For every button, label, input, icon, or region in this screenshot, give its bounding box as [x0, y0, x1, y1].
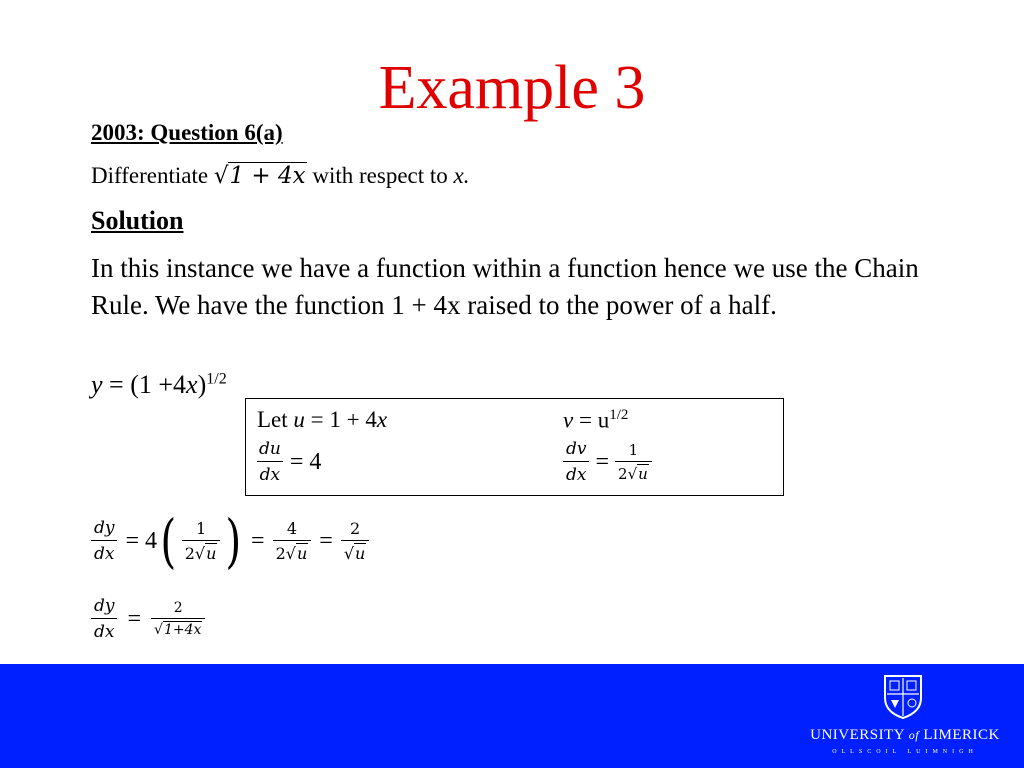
university-name-1: UNIVERSITY	[810, 727, 905, 743]
dydx-line-2	[89, 596, 207, 642]
y-x: x	[186, 370, 198, 399]
dv-dx-fraction	[563, 439, 590, 485]
final-fraction	[151, 600, 205, 638]
du-dx-fraction	[256, 439, 284, 485]
question-var: x.	[453, 163, 470, 188]
du-result: = 4	[289, 448, 322, 475]
v-exponent: 1/2	[609, 407, 629, 423]
right-paren: )	[225, 507, 242, 575]
u-def: = 1 + 4	[304, 407, 377, 432]
left-paren: (	[160, 507, 177, 575]
fraction-3	[341, 519, 370, 563]
final-num: 2	[173, 600, 183, 616]
university-irish-name: OLLSCOIL LUIMNIGH	[832, 749, 978, 755]
university-name-2: LIMERICK	[923, 727, 1000, 743]
f2-num: 4	[286, 519, 298, 538]
dx-denominator-1: dx	[91, 540, 117, 564]
slide-title: Example 3	[378, 54, 646, 122]
let-u	[257, 407, 387, 433]
university-name	[790, 727, 1020, 744]
dv-result-fraction	[615, 441, 652, 483]
y-close: )	[197, 370, 207, 399]
inner-fraction	[182, 519, 221, 563]
eq2: =	[251, 527, 265, 554]
f2-den: 2√u	[273, 540, 312, 563]
question-sqrt: √1 + 4x	[213, 163, 306, 189]
dy-numerator-1: dy	[94, 518, 115, 538]
solution-header: Solution	[91, 206, 184, 235]
y-eq: = (1 +4	[102, 370, 187, 399]
question-header: 2003: Question 6(a)	[91, 120, 283, 145]
question-sqrt-expr: 1 + 4x	[229, 163, 306, 189]
dy-dx-fraction-2	[91, 596, 118, 642]
v-def-line	[563, 407, 628, 434]
y-exponent: 1/2	[206, 370, 227, 388]
eq3: =	[319, 527, 333, 554]
university-crest-icon	[880, 672, 926, 720]
du-numerator: du	[259, 439, 281, 459]
inner-num: 1	[195, 519, 207, 538]
eq1: = 4	[125, 527, 158, 554]
substitution-box	[245, 398, 784, 496]
question-prefix: Differentiate	[91, 163, 209, 188]
final-den: √1+4x	[151, 618, 205, 638]
y-symbol: y	[91, 370, 103, 399]
f3-den: √u	[341, 540, 370, 563]
du-denominator: dx	[257, 461, 283, 485]
fraction-2	[273, 519, 312, 563]
let-label: Let	[257, 407, 288, 432]
university-of: of	[908, 728, 920, 742]
question-line	[91, 163, 470, 189]
dv-du-line	[561, 439, 654, 485]
du-dx-line	[254, 439, 321, 485]
v-def: = u	[573, 407, 610, 433]
dx-denominator-2: dx	[91, 618, 117, 642]
dv-numerator: dv	[566, 439, 587, 459]
dy-numerator-2: dy	[94, 596, 115, 616]
solution-paragraph: In this instance we have a function within a function hence we use the Chain Rule. We have the function 1 + 4x raised to the power of a half.	[91, 253, 919, 320]
dv-eq: =	[595, 448, 610, 475]
inner-den: 2√u	[182, 540, 221, 563]
u-x: x	[376, 407, 388, 432]
final-eq: =	[127, 605, 142, 632]
dydx-line-1	[89, 507, 371, 575]
dv-result-num: 1	[628, 441, 639, 459]
v-symbol: v	[563, 407, 574, 433]
u-symbol: u	[293, 407, 305, 432]
question-suffix: with respect to	[312, 163, 448, 188]
dv-denominator: dx	[563, 461, 589, 485]
y-definition	[91, 370, 227, 400]
dv-result-den: 2√u	[615, 461, 652, 483]
dy-dx-fraction-1	[91, 518, 118, 564]
f3-num: 2	[349, 519, 361, 538]
